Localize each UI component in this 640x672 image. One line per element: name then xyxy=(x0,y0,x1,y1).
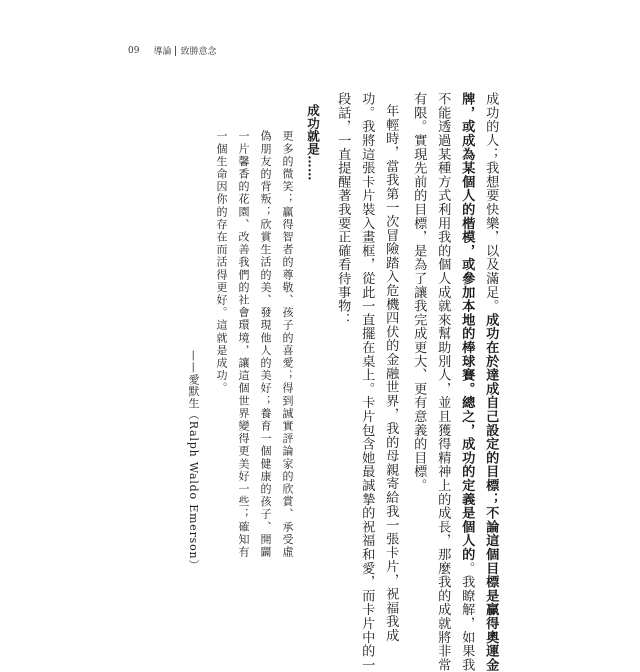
running-header xyxy=(128,44,216,57)
quote-line: 更多的微笑；贏得智者的尊敬、孩子的喜愛；得到誠實評論家的欣賞、承受虛 xyxy=(281,130,294,559)
section-name: 致勝意念 xyxy=(180,47,217,57)
text-run: 成功的人；我想要快樂，以及滿足。 xyxy=(483,92,499,313)
quote-line: 偽朋友的背叛；欣賞生活的美、發現他人的美好；養育一個健康的孩子、開闢 xyxy=(259,130,272,559)
page-number: 09 xyxy=(128,45,140,56)
quote-line: 一個生命因你的存在而活得更好。這就是成功。 xyxy=(215,130,228,395)
chapter-name: 導論 xyxy=(153,47,172,57)
quote-attribution: ——愛默生（Ralph Waldo Emerson） xyxy=(187,350,200,572)
text-column xyxy=(412,92,425,492)
text-column xyxy=(460,92,473,672)
text-run-bold: 牌，或成為某個人的楷模，或參加本地的棒球賽。總之，成功的定義是個人的 xyxy=(459,92,475,562)
text-run: 段話，一直提醒著我要正確看待事物： xyxy=(335,92,351,327)
text-column xyxy=(336,92,349,327)
text-column xyxy=(384,104,397,642)
header-section xyxy=(153,44,216,57)
text-column xyxy=(436,92,449,672)
text-run: 。我瞭解，如果我 xyxy=(459,561,475,672)
text-run: 功。我將這張卡片裝入畫框，從此一直擺在桌上。卡片包含她最誠摯的祝福和愛，而卡片中的一 xyxy=(359,92,375,672)
text-column xyxy=(484,92,497,672)
header-divider xyxy=(175,46,176,56)
text-run-bold: 成功在於達成自己設定的目標；不論這個目標是贏得奧運金 xyxy=(483,312,499,672)
text-run: 不能透過某種方式利用我的個人成就來幫助別人，並且獲得精神上的成長，那麼我的成就將非常 xyxy=(435,92,451,672)
text-run: 年輕時，當我第一次冒險踏入危機四伏的金融世界，我的母親寄給我一張卡片，祝福我成 xyxy=(383,104,399,643)
quote-line: 一片馨香的花園、改善我們的社會環境，讓這個世界變得更美好一些；確知有 xyxy=(237,130,250,559)
text-run: 有限。實現先前的目標，是為了讓我完成更大、更有意義的目標。 xyxy=(411,92,427,493)
text-column xyxy=(360,92,373,672)
quote-heading: 成功就是…… xyxy=(305,104,321,181)
